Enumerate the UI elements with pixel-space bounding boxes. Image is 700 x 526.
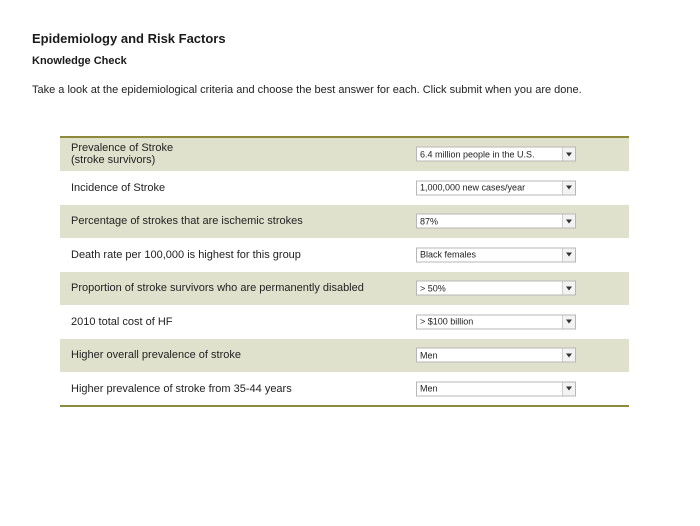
- quiz-table: [60, 136, 629, 407]
- question-row: [60, 138, 629, 172]
- question-label: [71, 142, 391, 166]
- question-row: [60, 272, 629, 306]
- answer-dropdown-value: Men: [420, 383, 438, 394]
- chevron-down-icon[interactable]: [562, 148, 575, 161]
- chevron-down-icon[interactable]: [562, 181, 575, 194]
- question-row: [60, 172, 629, 206]
- answer-dropdown-value: > 50%: [420, 283, 446, 294]
- chevron-down-icon[interactable]: [562, 282, 575, 295]
- question-label: Higher overall prevalence of stroke: [71, 349, 241, 362]
- question-label-line2: (stroke survivors): [71, 154, 156, 167]
- chevron-down-icon[interactable]: [562, 248, 575, 261]
- question-row: [60, 205, 629, 239]
- answer-dropdown[interactable]: [416, 247, 576, 262]
- question-label: Proportion of stroke survivors who are permanently disabled: [71, 282, 364, 295]
- answer-dropdown[interactable]: [416, 180, 576, 195]
- question-label: Incidence of Stroke: [71, 181, 166, 194]
- answer-dropdown[interactable]: [416, 147, 576, 162]
- answer-dropdown[interactable]: [416, 281, 576, 296]
- answer-dropdown[interactable]: [416, 314, 576, 329]
- question-label: Higher prevalence of stroke from 35-44 years: [71, 382, 292, 395]
- chevron-down-icon[interactable]: [562, 215, 575, 228]
- answer-dropdown[interactable]: [416, 381, 576, 396]
- section-subtitle: Knowledge Check: [32, 55, 127, 67]
- answer-dropdown-value: Men: [420, 350, 438, 361]
- chevron-down-icon[interactable]: [562, 349, 575, 362]
- answer-dropdown[interactable]: [416, 214, 576, 229]
- question-label: Death rate per 100,000 is highest for this group: [71, 248, 301, 261]
- question-row: [60, 339, 629, 373]
- question-row: [60, 239, 629, 273]
- answer-dropdown-value: 1,000,000 new cases/year: [420, 182, 526, 193]
- question-row: [60, 373, 629, 406]
- question-label: Percentage of strokes that are ischemic strokes: [71, 215, 303, 228]
- chevron-down-icon[interactable]: [562, 315, 575, 328]
- answer-dropdown[interactable]: [416, 348, 576, 363]
- question-label: 2010 total cost of HF: [71, 315, 173, 328]
- instructions-text: Take a look at the epidemiological criteria and choose the best answer for each. Click submit when you are done.: [32, 84, 582, 96]
- answer-dropdown-value: 87%: [420, 216, 439, 227]
- answer-dropdown-value: > $100 billion: [420, 316, 474, 327]
- question-label-line1: Prevalence of Stroke: [71, 142, 174, 155]
- question-row: [60, 306, 629, 340]
- chevron-down-icon[interactable]: [562, 382, 575, 395]
- answer-dropdown-value: Black females: [420, 249, 477, 260]
- answer-dropdown-value: 6.4 million people in the U.S.: [420, 149, 535, 160]
- page-title: Epidemiology and Risk Factors: [32, 31, 226, 46]
